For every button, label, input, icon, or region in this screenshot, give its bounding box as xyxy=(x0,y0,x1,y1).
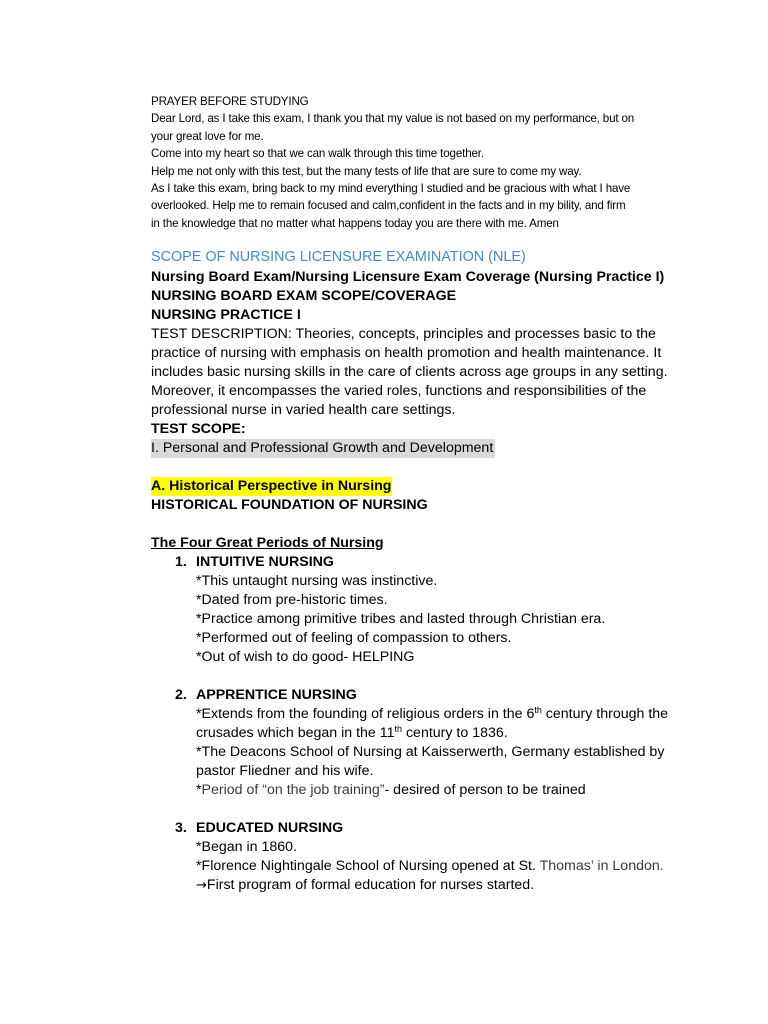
period-line: *Practice among primitive tribes and lasted through Christian era. xyxy=(196,611,606,627)
scope-title: SCOPE OF NURSING LICENSURE EXAMINATION (NLE) xyxy=(151,249,526,265)
section-a-title: A. Historical Perspective in Nursing xyxy=(151,478,392,494)
period-apprentice xyxy=(151,686,711,800)
prayer-line: overlooked. Help me to remain focused and calm,confident in the facts and in my bility, and firm xyxy=(151,199,626,213)
prayer-title: PRAYER BEFORE STUDYING xyxy=(151,95,309,108)
list-number: 1. xyxy=(175,554,187,570)
prayer-block xyxy=(151,93,711,232)
period-line: crusades which began in the 11th century to 1836. xyxy=(196,724,508,741)
period-educated xyxy=(151,819,711,895)
description-line: includes basic nursing skills in the care of clients across age groups in any setting. xyxy=(151,364,668,380)
prayer-line: in the knowledge that no matter what happens today you are there with me. Amen xyxy=(151,216,559,230)
description-line: TEST DESCRIPTION: Theories, concepts, principles and processes basic to the xyxy=(151,326,656,342)
period-line: pastor Fliedner and his wife. xyxy=(196,763,374,779)
period-line: →First program of formal education for nurses started. xyxy=(196,877,535,893)
period-line: *Florence Nightingale School of Nursing opened at St. Thomas’ in London. xyxy=(196,858,664,874)
main-content xyxy=(151,248,711,895)
period-line: *Performed out of feeling of compassion to others. xyxy=(196,630,512,646)
period-line: *The Deacons School of Nursing at Kaisserwerth, Germany established by xyxy=(196,744,665,760)
scope-heading: NURSING BOARD EXAM SCOPE/COVERAGE xyxy=(151,288,457,304)
period-line: *Extends from the founding of religious orders in the 6th century through the xyxy=(196,705,669,722)
prayer-line: Come into my heart so that we can walk through this time together. xyxy=(151,147,484,161)
period-line: *Out of wish to do good- HELPING xyxy=(196,649,415,665)
section-a-subtitle: HISTORICAL FOUNDATION OF NURSING xyxy=(151,497,428,513)
test-scope-label: TEST SCOPE: xyxy=(151,421,246,437)
practice-heading: NURSING PRACTICE I xyxy=(151,307,301,323)
coverage-heading: Nursing Board Exam/Nursing Licensure Exam Coverage (Nursing Practice I) xyxy=(151,269,665,285)
period-intuitive xyxy=(151,553,711,667)
description-line: Moreover, it encompasses the varied roles, functions and responsibilities of the xyxy=(151,383,647,399)
period-title: EDUCATED NURSING xyxy=(196,820,344,836)
description-line: practice of nursing with emphasis on health promotion and health maintenance. It xyxy=(151,345,662,361)
period-line: *This untaught nursing was instinctive. xyxy=(196,573,438,589)
period-line: *Period of “on the job training”- desired of person to be trained xyxy=(196,782,586,798)
description-line: professional nurse in varied health care settings. xyxy=(151,402,456,418)
prayer-line: your great love for me. xyxy=(151,129,264,143)
prayer-line: As I take this exam, bring back to my mind everything I studied and be gracious with what I have xyxy=(151,182,631,196)
arrow-right-icon: → xyxy=(196,878,207,893)
period-line: *Began in 1860. xyxy=(196,839,297,855)
prayer-line: Help me not only with this test, but the many tests of life that are sure to come my way. xyxy=(151,164,582,178)
prayer-line: Dear Lord, as I take this exam, I thank you that my value is not based on my performance, but on xyxy=(151,112,635,126)
test-scope-item: I. Personal and Professional Growth and Development xyxy=(151,440,494,456)
list-number: 3. xyxy=(175,820,187,836)
period-title: APPRENTICE NURSING xyxy=(196,687,357,703)
periods-title: The Four Great Periods of Nursing xyxy=(151,535,384,551)
list-number: 2. xyxy=(175,687,187,703)
period-title: INTUITIVE NURSING xyxy=(196,554,334,570)
period-line: *Dated from pre-historic times. xyxy=(196,592,388,608)
